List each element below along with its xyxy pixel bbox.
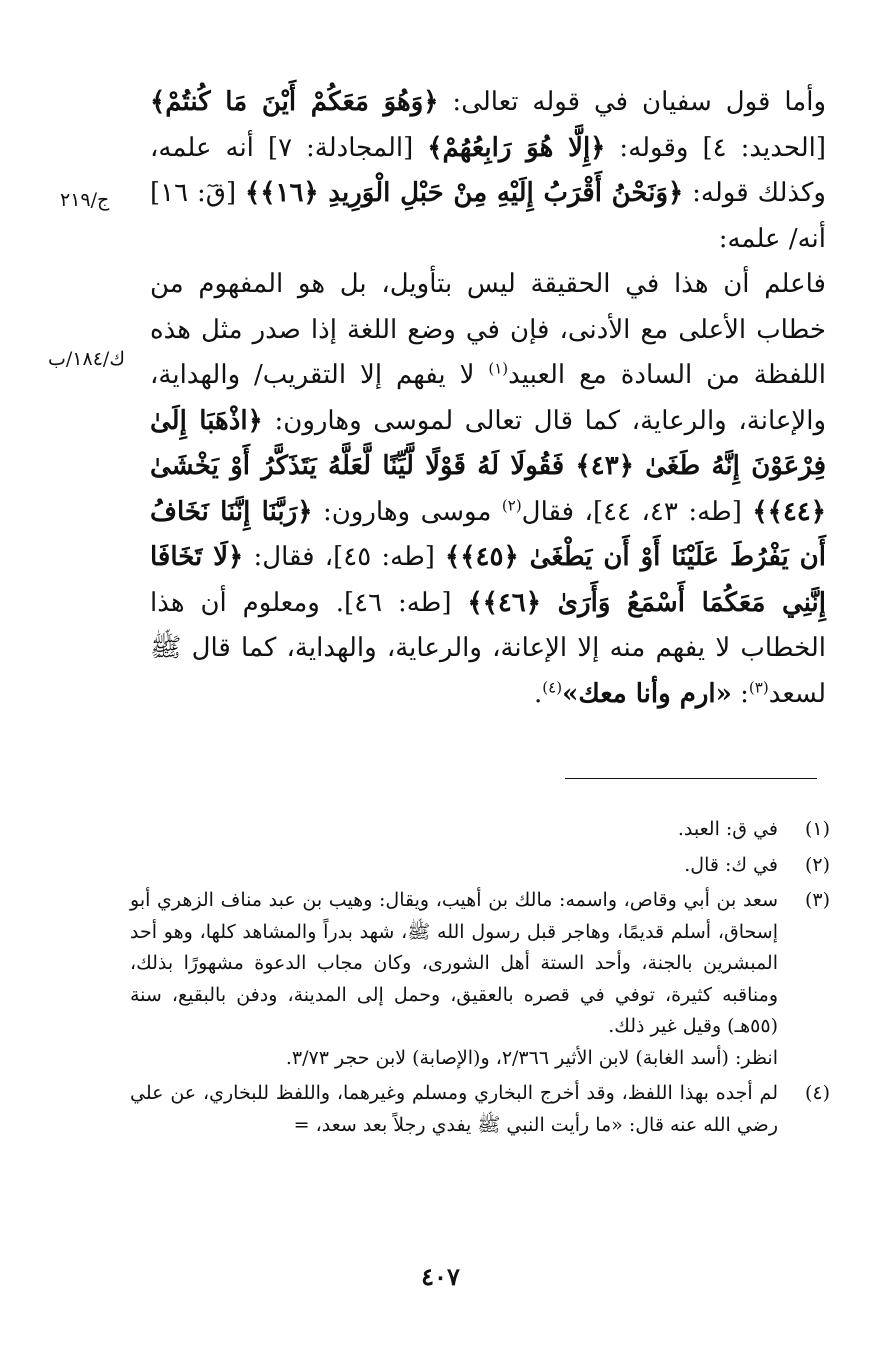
margin-note-volume-page: ج/٢١٩ — [60, 189, 110, 211]
body-text: [طه: ٤٣، ٤٤]، فقال — [521, 496, 753, 527]
margin-note-manuscript-folio: ك/١٨٤/ب — [48, 348, 125, 370]
body-text: وأما قول سفيان في قوله تعالى: — [438, 87, 826, 117]
body-text: [طه: ٤٦]. ومعلوم أن هذا الخطاب لا يفهم منه إلا الإعانة، والرعاية، والهداية، كما قال ﷺ لسعد — [150, 587, 826, 709]
hadith-quote: «ارم وأنا معك» — [562, 678, 732, 709]
body-text: [المجادلة: ٧] أنه علمه، وكذلك قوله: — [150, 132, 826, 208]
footnote-text — [130, 850, 778, 882]
footnote-item — [130, 814, 830, 846]
footnote-number: (٣) — [804, 889, 830, 911]
body-text: موسى وهارون: — [312, 496, 502, 527]
body-text: فاعلم أن هذا في الحقيقة ليس بتأويل، بل هو المفهوم من خطاب الأعلى مع الأدنى، فإن في وضع اللغة إذا صدر مثل هذه اللفظة من السادة مع العبيد — [150, 269, 826, 390]
quran-verse: ﴿اذْهَبَا إِلَىٰ فِرْعَوْنَ إِنَّهُ طَغَىٰ ﴿٤٣﴾ فَقُولَا لَهُ قَوْلًا لَّيِّنًا لَّعَلَّهُ يَتَذَكَّرُ أَوْ يَخْشَىٰ ﴿٤٤﴾﴾ — [150, 405, 827, 527]
body-text: [قٓ: ١٦] أنه/ علمه: — [150, 178, 826, 254]
main-text — [150, 80, 826, 717]
footnote-marker: (٢) — [501, 495, 522, 514]
main-paragraph-1 — [150, 80, 826, 262]
page-number: ٤٠٧ — [421, 1262, 460, 1291]
footnote-line: في ك: قال. — [684, 853, 778, 876]
footnote-item — [130, 1078, 830, 1141]
footnote-number: (٢) — [804, 853, 830, 876]
footnote-text — [130, 1078, 778, 1141]
body-text: لا يفهم إلا التقريب/ والهداية، والإعانة، والرعاية، كما قال تعالى لموسى وهارون: — [150, 360, 826, 436]
footnote-number: (٤) — [804, 1082, 830, 1104]
footnote-item — [130, 850, 830, 882]
footnote-marker: (٣) — [748, 677, 769, 696]
body-text: . — [534, 678, 543, 709]
footnote-line: لم أجده بهذا اللفظ، وقد أخرج البخاري ومسلم وغيرهما، واللفظ للبخاري، عن علي رضي الله عنه قال: «ما رأيت النبي ﷺ يفدي رجلاً بعد سعد، = — [130, 1082, 778, 1136]
quran-verse: ﴿لَا تَخَافَا إِنَّنِي مَعَكُمَا أَسْمَعُ وَأَرَىٰ ﴿٤٦﴾﴾ — [150, 542, 827, 618]
footnote-line: سعد بن أبي وقاص، واسمه: مالك بن أهيب، ويقال: وهيب بن عبد مناف الزهري أبو إسحاق، أسلم قديمًا، وهاجر قبل رسول الله ﷺ، شهد بدراً والمشاهد كلها، وهو أحد المبشرين بالجنة، وأحد الستة أهل الشورى، وكان مجاب الدعوة مشهورًا بذلك، ومناقبه كثيرة، توفي في قصره بالعقيق، وحمل إلى المدينة، ودفن بالبقيع، سنة (٥٥هـ) وقيل غير ذلك. — [130, 889, 778, 1037]
quran-verse: ﴿وَنَحْنُ أَقْرَبُ إِلَيْهِ مِنْ حَبْلِ الْوَرِيدِ ﴿١٦﴾﴾ — [245, 178, 684, 208]
quran-verse: ﴿إِلَّا هُوَ رَابِعُهُمْ﴾ — [427, 132, 606, 163]
footnote-text — [130, 814, 778, 846]
footnote-item — [130, 885, 830, 1074]
main-paragraph-2 — [150, 262, 826, 717]
quran-verse: ﴿رَبَّنَا إِنَّنَا نَخَافُ أَن يَفْرُطَ عَلَيْنَا أَوْ أَن يَطْغَىٰ ﴿٤٥﴾﴾ — [150, 496, 826, 572]
body-text: [الحديد: ٤] وقوله: — [605, 132, 826, 163]
quran-verse: ﴿وَهُوَ مَعَكُمْ أَيْنَ مَا كُنتُمْ﴾ — [150, 87, 439, 117]
footnote-line: في ق: العبد. — [677, 818, 778, 840]
body-text: [طه: ٤٥]، فقال: — [243, 542, 446, 572]
footnote-separator — [565, 778, 817, 779]
body-text: : — [731, 678, 749, 709]
footnote-marker: (١) — [488, 359, 509, 378]
footnote-number: (١) — [804, 818, 830, 840]
footnote-marker: (٤) — [542, 677, 563, 696]
footnote-text — [130, 885, 778, 1074]
footnote-line: انظر: (أسد الغابة) لابن الأثير ٢/٣٦٦، و(الإصابة) لابن حجر ٣/٧٣. — [285, 1046, 778, 1069]
footnotes — [130, 814, 830, 1145]
